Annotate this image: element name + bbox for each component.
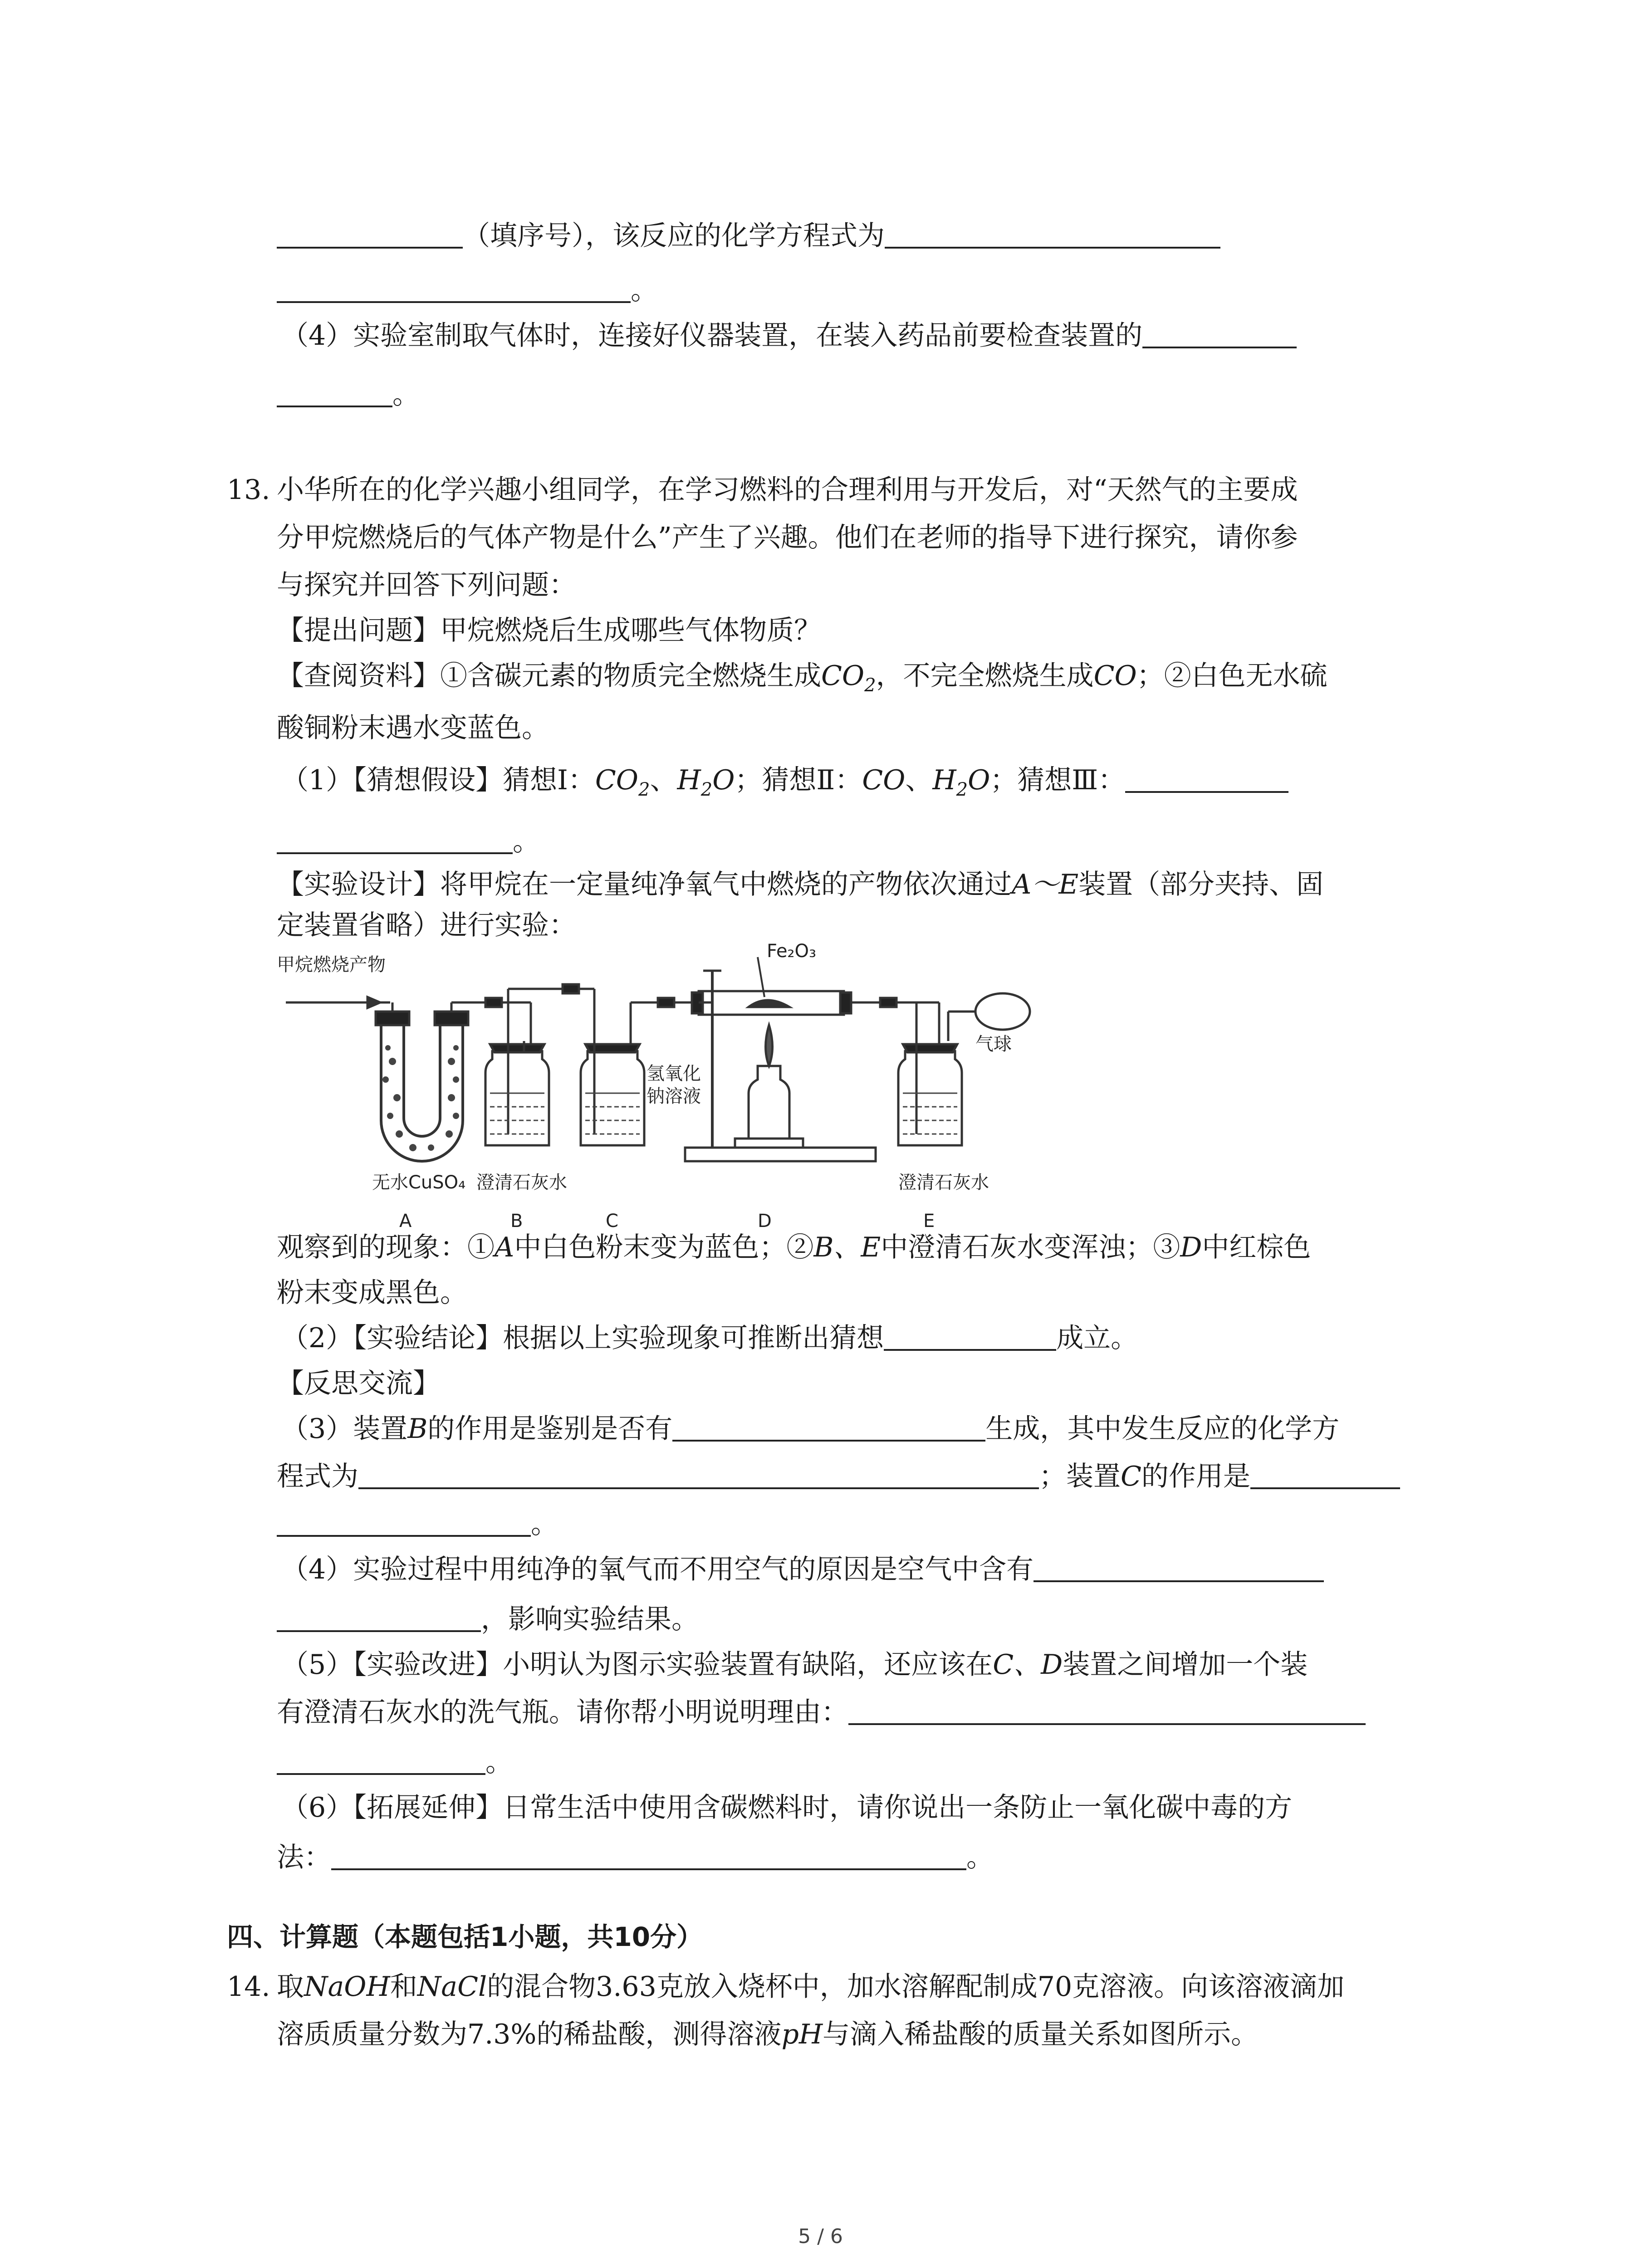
wash-bottle-c	[581, 1050, 644, 1145]
letter-c: C	[606, 1211, 618, 1232]
q13-reference: 酸铜粉末遇水变蓝色。	[277, 712, 549, 744]
q13-sub3: （3）装置B的作用是鉴别是否有 生成，其中发生反应的化学方	[281, 1413, 1340, 1445]
q14-text: 溶质质量分数为7.3%的稀盐酸，测得溶液pH与滴入稀盐酸的质量关系如图所示。	[277, 2019, 1259, 2050]
q14-text: 取NaOH和NaCl的混合物3.63克放入烧杯中，加水溶解配制成70克溶液。向该溶液滴加	[277, 1971, 1345, 2003]
fe2o3-powder	[749, 1000, 789, 1007]
answer-blank[interactable]	[672, 1413, 985, 1442]
cuso4-label: 无水CuSO₄	[372, 1172, 466, 1193]
letter-a: A	[399, 1211, 412, 1232]
q13-sub5: （5）【实验改进】小明认为图示实验装置有缺陷，还应该在C、D装置之间增加一个装	[281, 1649, 1308, 1681]
q13-sub4-cont: ，影响实验结果。	[277, 1601, 699, 1637]
answer-blank[interactable]	[358, 1460, 1039, 1489]
limewater-b-label: 澄清石灰水	[476, 1172, 567, 1193]
q13-sub4: （4）实验过程中用纯净的氧气而不用空气的原因是空气中含有	[281, 1551, 1324, 1588]
q13-intro: 分甲烷燃烧后的气体产物是什么”产生了兴趣。他们在老师的指导下进行探究，请你参	[277, 522, 1298, 553]
q13-observation: 观察到的现象：①A中白色粉末变为蓝色；②B、E中澄清石灰水变浑浊；③D中红棕色	[277, 1232, 1311, 1263]
apparatus-figure	[277, 943, 1048, 1234]
q12-sub4-cont: 。	[277, 376, 420, 413]
answer-blank[interactable]	[277, 1508, 531, 1537]
stopper	[435, 1012, 468, 1025]
section-heading: 四、计算题（本题包括1小题，共10分）	[227, 1921, 703, 1952]
answer-blank[interactable]	[885, 220, 1220, 249]
q13-sub5-cont: 有澄清石灰水的洗气瓶。请你帮小明说明理由：	[277, 1694, 1366, 1730]
balloon	[975, 993, 1030, 1030]
page-number: 5 / 6	[798, 2225, 843, 2248]
q13-intro: 与探究并回答下列问题：	[277, 569, 576, 601]
q13-sub3-cont: 。	[277, 1506, 558, 1542]
answer-blank[interactable]	[277, 825, 513, 854]
answer-blank[interactable]	[1250, 1460, 1400, 1489]
answer-blank[interactable]	[277, 378, 392, 407]
q13-hypothesis-cont: 。	[277, 823, 540, 860]
q13-question: 【提出问题】甲烷燃烧后生成哪些气体物质？	[277, 615, 821, 646]
q13-intro: 小华所在的化学兴趣小组同学，在学习燃料的合理利用与开发后，对“天然气的主要成	[277, 474, 1298, 506]
q14-number: 14.	[227, 1971, 270, 2003]
limewater-e-label: 澄清石灰水	[898, 1172, 989, 1193]
q13-conclusion: （2）【实验结论】根据以上实验现象可推断出猜想 成立。	[281, 1322, 1138, 1354]
q12-line2: 。	[277, 272, 658, 308]
naoh-label: 氢氧化	[647, 1063, 701, 1084]
q13-design: 定装置省略）进行实验：	[277, 909, 576, 941]
q13-sub6-cont: 法： 。	[277, 1842, 994, 1873]
answer-blank[interactable]	[277, 1603, 481, 1632]
answer-blank[interactable]	[277, 274, 631, 303]
answer-blank[interactable]	[277, 220, 463, 249]
stand-base	[685, 1148, 876, 1161]
answer-blank[interactable]	[848, 1696, 1366, 1725]
answer-blank[interactable]	[1142, 319, 1297, 348]
answer-blank[interactable]	[277, 1746, 485, 1775]
answer-blank[interactable]	[1125, 764, 1288, 793]
letter-d: D	[758, 1211, 772, 1232]
naoh-label: 钠溶液	[647, 1086, 701, 1107]
answer-blank[interactable]	[884, 1322, 1056, 1351]
q13-sub3-cont: 程式为 ；装置C的作用是	[277, 1458, 1400, 1495]
wash-bottle-e	[898, 1050, 962, 1145]
q13-design: 【实验设计】将甲烷在一定量纯净氧气中燃烧的产物依次通过A～E装置（部分夹持、固	[277, 869, 1324, 900]
answer-blank[interactable]	[331, 1841, 966, 1870]
q13-sub6: （6）【拓展延伸】日常生活中使用含碳燃料时，请你说出一条防止一氧化碳中毒的方	[281, 1792, 1293, 1823]
alcohol-lamp	[749, 1066, 789, 1139]
q13-reference: 【查阅资料】①含碳元素的物质完全燃烧生成$CO_2$，不完全燃烧生成CO；②白色无水硫	[277, 660, 1327, 696]
fe2o3-label: Fe₂O₃	[767, 943, 816, 962]
answer-blank[interactable]	[1034, 1553, 1324, 1582]
stopper	[376, 1012, 409, 1025]
q13-reflection-heading: 【反思交流】	[277, 1368, 440, 1399]
q13-observation: 粉末变成黑色。	[277, 1277, 467, 1309]
wash-bottle-b	[485, 1050, 549, 1145]
letter-b: B	[510, 1211, 523, 1232]
q13-sub5-cont: 。	[277, 1744, 513, 1780]
q13-hypothesis: （1）【猜想假设】猜想Ⅰ：$CO_2$、$H_2O$；猜想Ⅱ：CO、$H_2O$；猜想Ⅲ：	[281, 762, 1288, 808]
inlet-label: 甲烷燃烧产物	[277, 954, 386, 975]
q13-number: 13.	[227, 474, 270, 506]
balloon-label: 气球	[975, 1034, 1012, 1055]
q12-sub4: （4）实验室制取气体时，连接好仪器装置，在装入药品前要检查装置的	[281, 318, 1297, 354]
q12-line1: （填序号），该反应的化学方程式为	[277, 218, 1220, 254]
u-tube	[381, 1023, 463, 1161]
letter-e: E	[923, 1211, 935, 1232]
